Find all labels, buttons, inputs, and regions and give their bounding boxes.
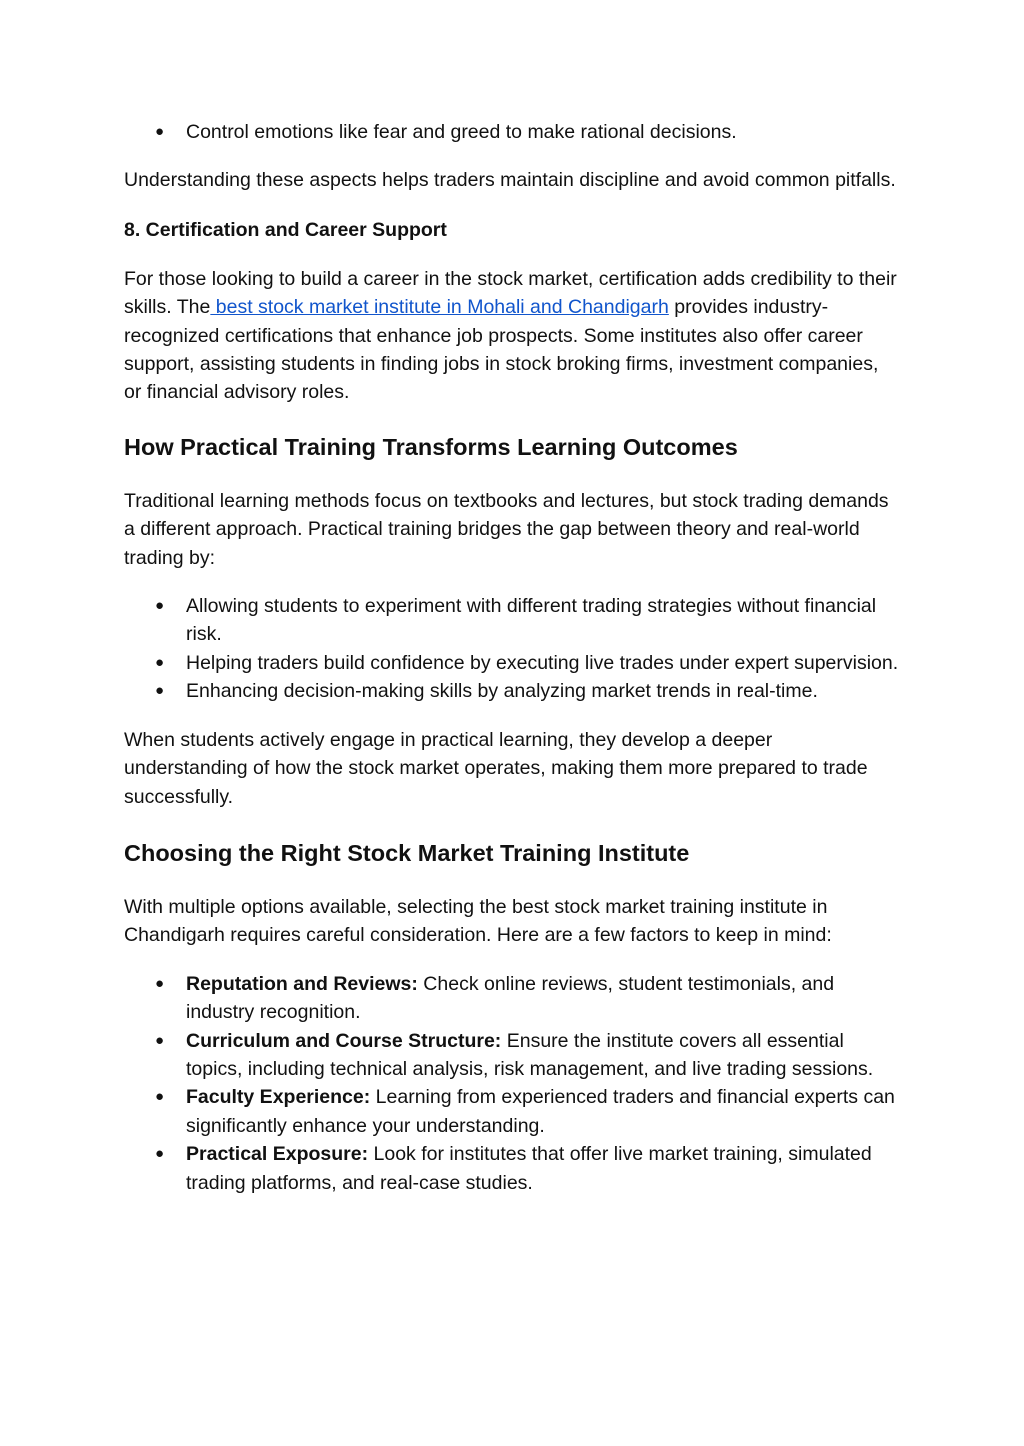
- practical-benefits-list: [124, 592, 900, 706]
- bullet-icon: ●: [155, 123, 165, 140]
- list-item-text: Allowing students to experiment with different trading strategies without financial risk.: [186, 595, 877, 646]
- list-item: [124, 1027, 900, 1084]
- bullet-icon: ●: [155, 653, 165, 671]
- bullet-icon: ●: [155, 597, 165, 615]
- heading-choosing-institute: Choosing the Right Stock Market Training Institute: [124, 839, 690, 866]
- bullet-icon: ●: [155, 1145, 165, 1163]
- list-item: [124, 649, 900, 677]
- list-item: [124, 1083, 900, 1140]
- paragraph-certification: [124, 265, 900, 407]
- paragraph-text: For those looking to build a career in the stock market, certification adds credibility to their skills. The: [124, 267, 897, 319]
- factor-text: Learning from experienced traders and financial experts can significantly enhance your understanding.: [186, 1086, 895, 1137]
- list-item-text: Control emotions like fear and greed to make rational decisions.: [186, 121, 737, 143]
- factor-label: Practical Exposure:: [186, 1143, 369, 1166]
- bullet-icon: ●: [155, 974, 165, 992]
- bullet-icon: ●: [155, 1088, 165, 1106]
- heading-practical-training: How Practical Training Transforms Learning Outcomes: [124, 433, 738, 460]
- list-item: [124, 592, 900, 649]
- paragraph-choosing-intro: With multiple options available, selecting the best stock market training institute in Chandigarh requires careful consideration. Here are a few factors to keep in mind:: [124, 895, 832, 947]
- factor-label: Curriculum and Course Structure:: [186, 1029, 502, 1052]
- choosing-factors-list: [124, 970, 900, 1197]
- paragraph-text: provides industry-recognized certifications that enhance job prospects. Some institutes also offer career support, assisting students in finding jobs in stock broking firms, investment companies, or financial advisory roles.: [124, 296, 879, 404]
- factor-label: Reputation and Reviews:: [186, 972, 418, 995]
- institute-link[interactable]: best stock market institute in Mohali and Chandigarh: [210, 296, 669, 319]
- list-item: [124, 1140, 900, 1197]
- list-item: [124, 677, 900, 705]
- list-item: [124, 118, 900, 146]
- factor-label: Faculty Experience:: [186, 1086, 371, 1109]
- bullet-icon: ●: [155, 1031, 165, 1049]
- list-item-text: Helping traders build confidence by executing live trades under expert supervision.: [186, 651, 899, 674]
- factor-text: Look for institutes that offer live market training, simulated trading platforms, and real-case studies.: [186, 1143, 872, 1194]
- paragraph-practical-conclusion: When students actively engage in practical learning, they develop a deeper understanding of how the stock market operates, making them more prepared to trade successfully.: [124, 728, 868, 808]
- bullet-icon: ●: [155, 682, 165, 700]
- section-heading-certification: 8. Certification and Career Support: [124, 218, 447, 241]
- factor-text: Ensure the institute covers all essential topics, including technical analysis, risk management, and live trading sessions.: [186, 1029, 874, 1080]
- factor-text: Check online reviews, student testimonials, and industry recognition.: [186, 972, 835, 1024]
- paragraph-understanding: Understanding these aspects helps traders maintain discipline and avoid common pitfalls.: [124, 169, 896, 192]
- list-item: [124, 970, 900, 1027]
- emotions-list: [124, 118, 900, 146]
- list-item-text: Enhancing decision-making skills by analyzing market trends in real-time.: [186, 680, 818, 703]
- paragraph-practical-intro: Traditional learning methods focus on textbooks and lectures, but stock trading demands a different approach. Practical training bridges the gap between theory and real-world trading by:: [124, 489, 889, 569]
